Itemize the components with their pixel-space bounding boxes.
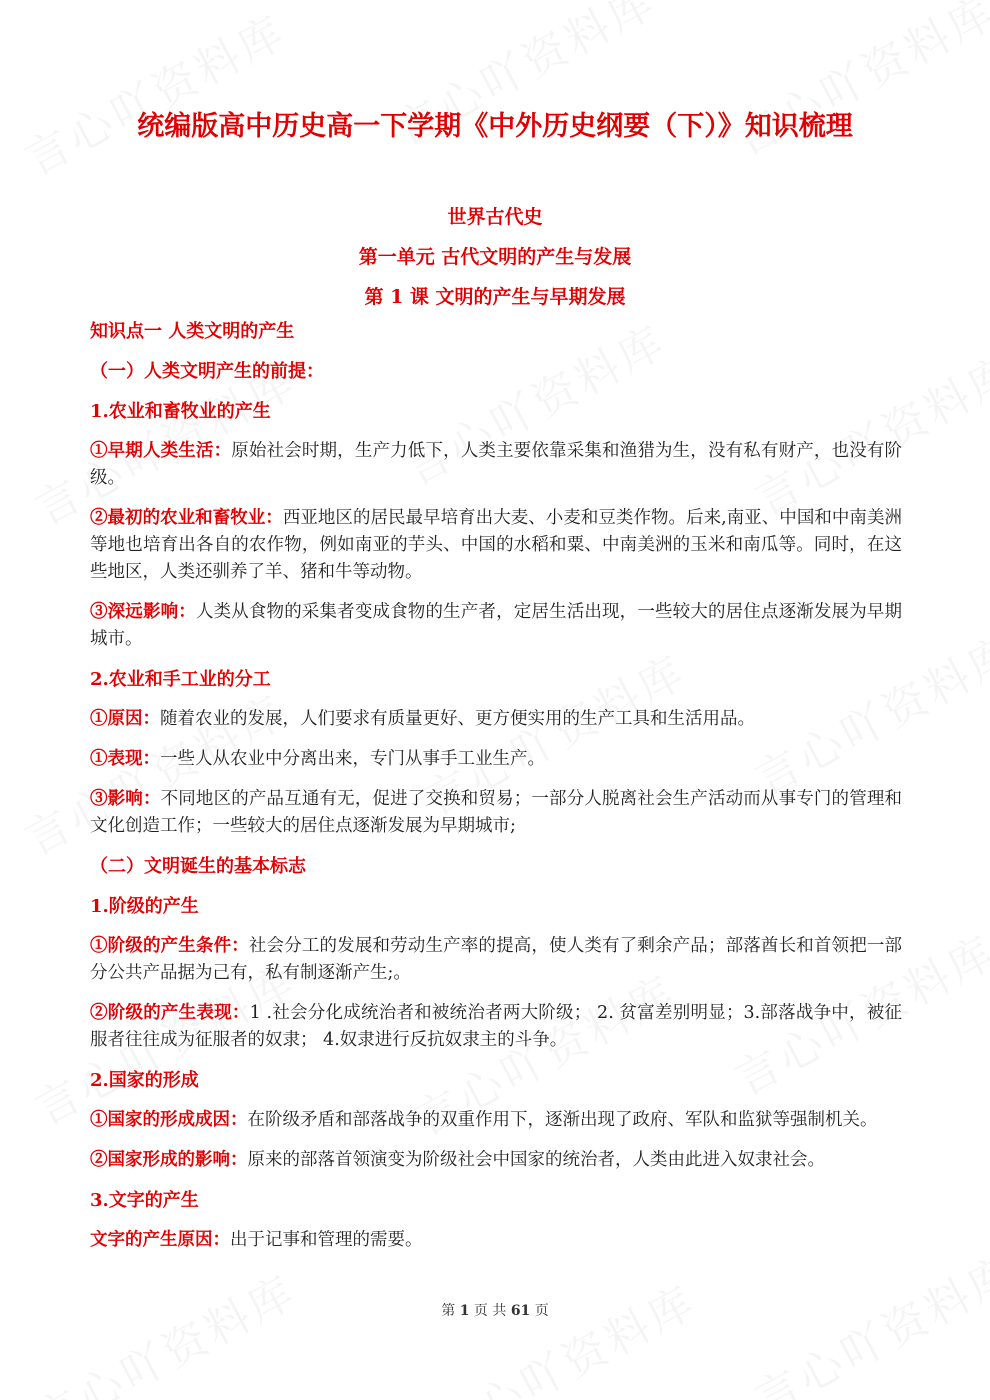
paragraph-label: ①阶级的产生条件： (90, 936, 249, 956)
paragraph-label: ②国家形成的影响： (90, 1150, 248, 1170)
footer-total-pages: 61 (510, 1303, 531, 1319)
part-heading: 世界古代史 (447, 206, 543, 228)
subsection-heading: 2.农业和手工业的分工 (90, 669, 271, 690)
paragraph (90, 746, 902, 773)
paragraph-text: 一些人从农业中分离出来，专门从事手工业生产。 (160, 749, 545, 769)
paragraph (90, 786, 902, 840)
knowledge-point-heading: 知识点一 人类文明的产生 (90, 321, 295, 342)
footer-prefix: 第 (441, 1303, 456, 1319)
paragraph (90, 706, 902, 733)
paragraph-text: 随着农业的发展，人们要求有质量更好、更方便实用的生产工具和生活用品。 (160, 709, 755, 729)
paragraph-text: 出于记事和管理的需要。 (230, 1230, 423, 1250)
paragraph-label: ②最初的农业和畜牧业： (90, 508, 283, 528)
subsection-heading: 3.文字的产生 (90, 1190, 199, 1211)
paragraph (90, 933, 902, 987)
subsection-heading: 2.国家的形成 (90, 1070, 199, 1091)
lesson-heading: 第 1 课 文明的产生与早期发展 (364, 286, 626, 308)
paragraph-label: ③深远影响： (90, 602, 196, 622)
section-heading: （二）文明诞生的基本标志 (90, 856, 306, 877)
paragraph-text: 人类从食物的采集者变成食物的生产者，定居生活出现，一些较大的居住点逐渐发展为早期城市。 (90, 602, 903, 649)
paragraph (90, 599, 902, 653)
paragraph-label: ③影响： (90, 789, 161, 809)
paragraph-label: ①早期人类生活： (90, 441, 232, 461)
paragraph-label: ②阶级的产生表现： (90, 1003, 250, 1023)
paragraph (90, 505, 902, 586)
paragraph (90, 1107, 902, 1134)
paragraph-label: ①国家的形成成因： (90, 1110, 248, 1130)
unit-heading: 第一单元 古代文明的产生与发展 (358, 246, 632, 268)
paragraph-text: 不同地区的产品互通有无，促进了交换和贸易；一部分人脱离社会生产活动而从事专门的管理和文化创造工作；一些较大的居住点逐渐发展为早期城市; (90, 789, 902, 836)
subsection-heading: 1.阶级的产生 (90, 896, 199, 917)
paragraph (90, 1147, 902, 1174)
paragraph-text: 社会分工的发展和劳动生产率的提高，使人类有了剩余产品；部落酋长和首领把一部分公共产品据为己有，私有制逐渐产生;。 (90, 936, 903, 983)
paragraph (90, 1227, 902, 1254)
paragraph-text: 在阶级矛盾和部落战争的双重作用下，逐渐出现了政府、军队和监狱等强制机关。 (247, 1110, 878, 1130)
paragraph (90, 438, 902, 492)
footer-page-number: 1 (459, 1303, 470, 1319)
paragraph-text: 西亚地区的居民最早培育出大麦、小麦和豆类作物。后来,南亚、中国和中南美洲等地也培育出各自的农作物，例如南亚的芋头、中国的水稻和粟、中南美洲的玉米和南瓜等。同时，在这些地区，人类还驯养了羊、猪和牛等动物。 (90, 508, 902, 582)
section-heading: （一）人类文明产生的前提： (90, 361, 324, 382)
page-footer (0, 1300, 990, 1320)
paragraph (90, 1000, 902, 1054)
document-title: 统编版高中历史高一下学期《中外历史纲要（下）》知识梳理 (137, 111, 853, 142)
paragraph-label: ①表现： (90, 749, 160, 769)
paragraph-text: 原始社会时期，生产力低下，人类主要依靠采集和渔猎为生，没有私有财产，也没有阶级。 (90, 441, 903, 488)
paragraph-label: ①原因： (90, 709, 160, 729)
footer-middle: 页 共 (473, 1303, 507, 1319)
subsection-heading: 1.农业和畜牧业的产生 (90, 401, 271, 422)
footer-suffix: 页 (534, 1303, 549, 1319)
paragraph-label: 文字的产生原因： (90, 1230, 230, 1250)
paragraph-text: 原来的部落首领演变为阶级社会中国家的统治者，人类由此进入奴隶社会。 (247, 1150, 825, 1170)
paragraph-text: 1 .社会分化成统治者和被统治者两大阶级； 2. 贫富差别明显；3.部落战争中，被征服者往往成为征服者的奴隶； 4.奴隶进行反抗奴隶主的斗争。 (90, 1003, 902, 1050)
content-body (90, 318, 902, 1254)
